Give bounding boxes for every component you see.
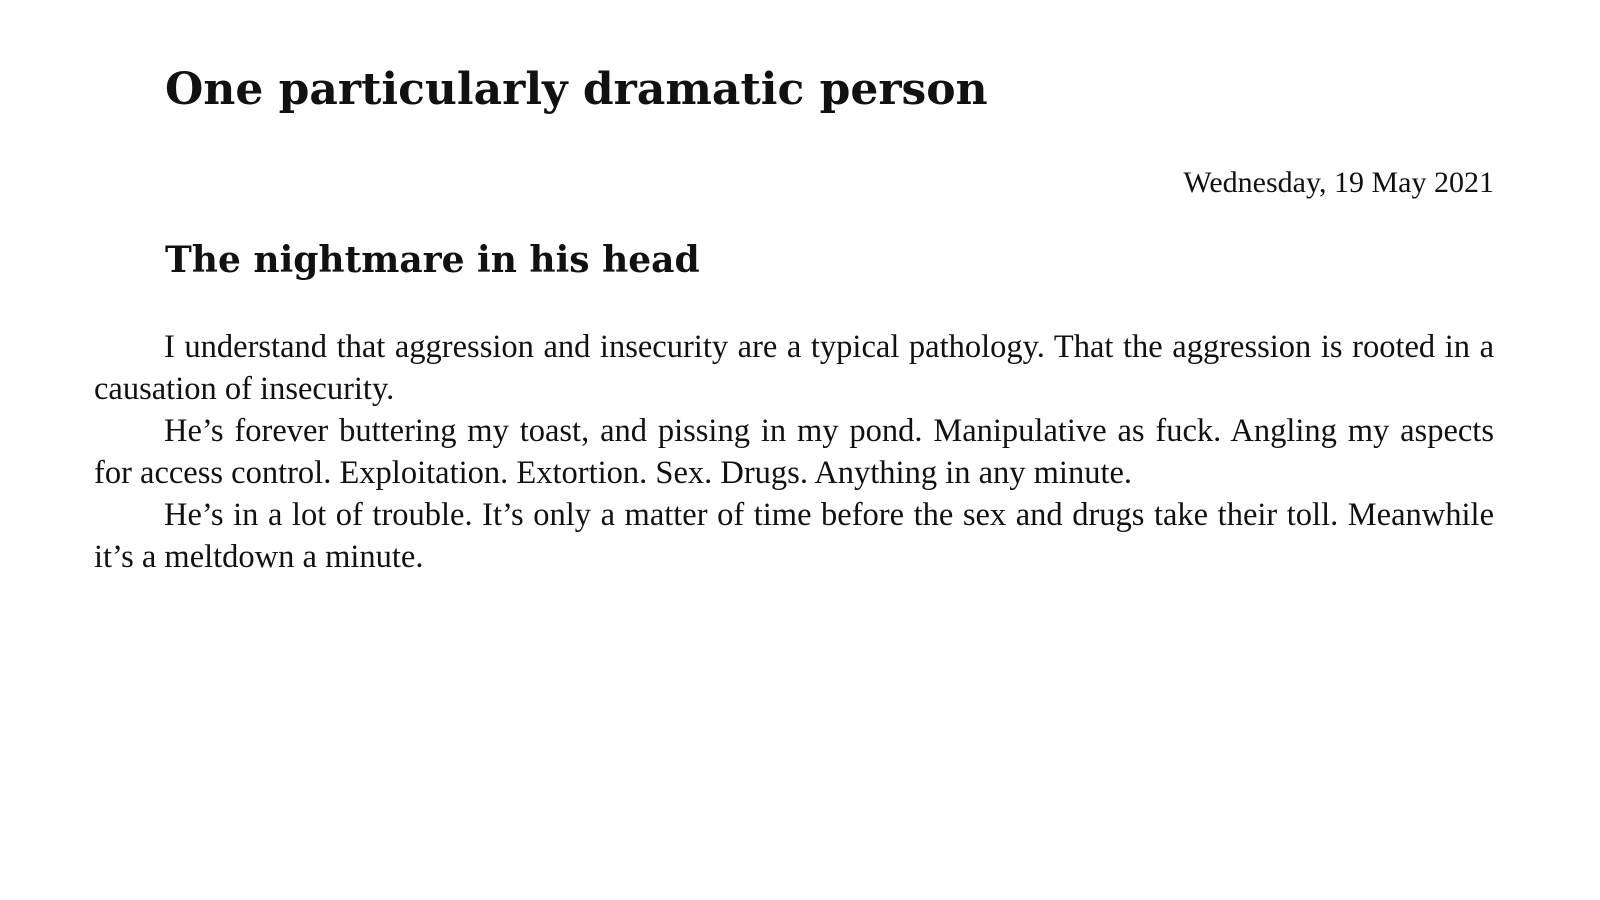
body-text xyxy=(94,326,1494,578)
paragraph-3: He’s in a lot of trouble. It’s only a matter of time before the sex and drugs take their toll. Meanwhile it’s a meltdown a minute. xyxy=(94,497,1494,575)
paragraph-1: I understand that aggression and insecurity are a typical pathology. That the aggression is rooted in a causation of insecurity. xyxy=(94,329,1494,407)
section-title: The nightmare in his head xyxy=(165,239,700,281)
paragraph-2: He’s forever buttering my toast, and pissing in my pond. Manipulative as fuck. Angling my aspects for access control. Exploitation. Extortion. Sex. Drugs. Anything in any minute. xyxy=(94,413,1494,491)
document-title: One particularly dramatic person xyxy=(165,64,988,115)
document-date: Wednesday, 19 May 2021 xyxy=(1183,166,1494,199)
